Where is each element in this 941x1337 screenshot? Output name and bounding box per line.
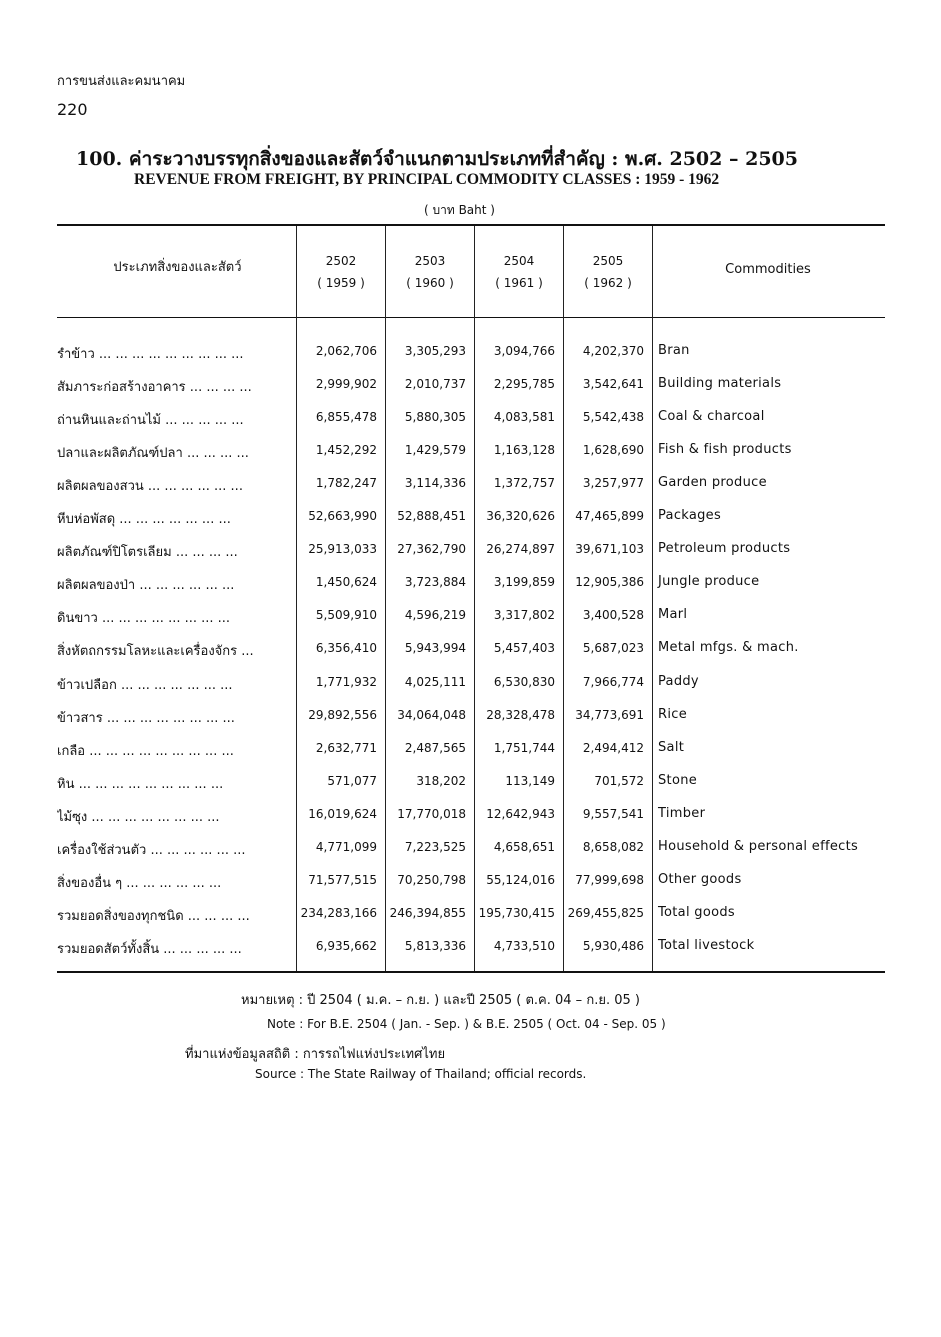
revenue-value: 3,114,336 xyxy=(404,476,466,491)
revenue-value: 8,658,082 xyxy=(582,839,644,854)
revenue-value: 12,642,943 xyxy=(486,806,555,821)
revenue-value: 1,782,247 xyxy=(315,476,377,491)
commodity-thai: ดินขาว ... ... ... ... ... ... ... ... xyxy=(57,611,231,627)
revenue-value: 6,855,478 xyxy=(315,410,377,425)
commodity-thai: ปลาและผลิตภัณฑ์ปลา ... ... ... ... xyxy=(57,446,249,462)
header-year-be: 2505 xyxy=(592,254,624,268)
header-year-ce: ( 1959 ) xyxy=(317,276,365,290)
commodity-english: Building materials xyxy=(658,376,782,392)
revenue-value: 571,077 xyxy=(327,773,377,788)
table-row xyxy=(57,699,885,731)
revenue-value: 318,202 xyxy=(416,773,466,788)
revenue-value: 7,966,774 xyxy=(582,674,644,689)
commodity-thai: ถ่านหินและถ่านไม้ ... ... ... ... ... xyxy=(57,413,244,429)
commodity-english: Garden produce xyxy=(658,475,767,491)
header-year-be: 2504 xyxy=(503,254,535,268)
revenue-value: 5,687,023 xyxy=(582,641,644,656)
table-row xyxy=(57,765,885,797)
revenue-value: 36,320,626 xyxy=(486,509,555,524)
table-row xyxy=(57,632,885,664)
revenue-value: 4,733,510 xyxy=(493,938,555,953)
revenue-value: 195,730,415 xyxy=(478,905,555,920)
header-year-be: 2503 xyxy=(414,254,446,268)
revenue-value: 2,632,771 xyxy=(315,740,377,755)
note-english: Note : For B.E. 2504 ( Jan. - Sep. ) & B.E. 2505 ( Oct. 04 - Sep. 05 ) xyxy=(267,1017,666,1031)
revenue-value: 2,062,706 xyxy=(315,344,377,358)
revenue-value: 4,771,099 xyxy=(315,839,377,854)
table-row xyxy=(57,467,885,499)
table-title-english: REVENUE FROM FREIGHT, BY PRINCIPAL COMMODITY CLASSES : 1959 - 1962 xyxy=(134,171,720,188)
commodity-english: Total livestock xyxy=(658,937,755,953)
commodity-english: Paddy xyxy=(658,673,699,689)
revenue-value: 2,494,412 xyxy=(582,740,644,755)
revenue-value: 701,572 xyxy=(594,773,644,788)
revenue-value: 2,295,785 xyxy=(493,377,555,392)
revenue-value: 77,999,698 xyxy=(575,872,644,887)
commodity-thai: รำข้าว ... ... ... ... ... ... ... ... ... xyxy=(57,347,244,362)
revenue-value: 3,257,977 xyxy=(582,476,644,491)
table-row xyxy=(57,500,885,532)
table-title-thai: 100. ค่าระวางบรรทุกสิ่งของและสัตว์จำแนกตามประเภทที่สำคัญ : พ.ศ. 2502 – 2505 xyxy=(76,148,798,170)
revenue-value: 2,010,737 xyxy=(404,377,466,392)
revenue-value: 1,771,932 xyxy=(315,674,377,689)
header-commodities: Commodities xyxy=(725,262,811,277)
revenue-value: 2,999,902 xyxy=(315,377,377,392)
revenue-value: 1,372,757 xyxy=(493,476,555,491)
revenue-value: 55,124,016 xyxy=(486,872,555,887)
revenue-value: 28,328,478 xyxy=(486,707,555,722)
table-header-rule xyxy=(57,317,885,318)
table-row xyxy=(57,401,885,433)
revenue-value: 5,880,305 xyxy=(404,410,466,425)
table-row xyxy=(57,368,885,400)
commodity-english: Bran xyxy=(658,343,690,358)
table-row xyxy=(57,434,885,466)
revenue-value: 3,094,766 xyxy=(493,344,555,358)
table-row xyxy=(57,732,885,764)
commodity-english: Salt xyxy=(658,739,685,755)
commodity-thai: ผลิตผลของสวน ... ... ... ... ... ... xyxy=(57,479,243,495)
revenue-value: 1,429,579 xyxy=(404,443,466,458)
commodity-thai: สิ่งของอื่น ๆ ... ... ... ... ... ... xyxy=(57,875,222,891)
revenue-value: 16,019,624 xyxy=(308,806,377,821)
revenue-value: 234,283,166 xyxy=(300,905,377,920)
revenue-value: 246,394,855 xyxy=(389,905,466,920)
revenue-value: 4,202,370 xyxy=(582,344,644,358)
revenue-value: 3,400,528 xyxy=(582,608,644,623)
revenue-value: 1,450,624 xyxy=(315,575,377,590)
table-row xyxy=(57,798,885,830)
unit-label: ( บาท Baht ) xyxy=(424,203,495,217)
header-commodity-thai: ประเภทสิ่งของและสัตว์ xyxy=(113,260,242,275)
revenue-value: 5,943,994 xyxy=(404,641,466,656)
commodity-thai: ไม้ซุง ... ... ... ... ... ... ... ... xyxy=(57,809,220,825)
commodity-thai: ข้าวสาร ... ... ... ... ... ... ... ... xyxy=(57,710,235,726)
revenue-value: 52,663,990 xyxy=(308,509,377,524)
revenue-value: 4,658,651 xyxy=(493,839,555,854)
commodity-thai: หิน ... ... ... ... ... ... ... ... ... xyxy=(57,776,224,792)
table-row xyxy=(57,335,885,367)
commodity-thai: สิ่งหัตถกรรมโลหะและเครื่องจักร ... xyxy=(57,644,254,660)
commodity-thai: หีบห่อพัสดุ ... ... ... ... ... ... ... xyxy=(57,512,231,528)
revenue-value: 2,487,565 xyxy=(404,740,466,755)
revenue-value: 47,465,899 xyxy=(575,509,644,524)
table-row xyxy=(57,930,885,962)
revenue-value: 3,305,293 xyxy=(404,344,466,358)
commodity-thai: เกลือ ... ... ... ... ... ... ... ... ... xyxy=(57,743,234,759)
revenue-value: 1,452,292 xyxy=(315,443,377,458)
table-row xyxy=(57,897,885,929)
commodity-thai: สัมภาระก่อสร้างอาคาร ... ... ... ... xyxy=(57,380,252,396)
commodity-english: Coal & charcoal xyxy=(658,409,765,425)
revenue-value: 6,935,662 xyxy=(315,938,377,953)
commodity-thai: รวมยอดสิ่งของทุกชนิด ... ... ... ... xyxy=(57,908,250,924)
revenue-value: 71,577,515 xyxy=(308,872,377,887)
revenue-value: 6,356,410 xyxy=(315,641,377,656)
revenue-value: 52,888,451 xyxy=(397,509,466,524)
commodity-english: Jungle produce xyxy=(658,574,760,590)
revenue-value: 27,362,790 xyxy=(397,542,466,557)
header-year-ce: ( 1962 ) xyxy=(584,276,632,290)
revenue-value: 1,628,690 xyxy=(582,443,644,458)
revenue-value: 4,596,219 xyxy=(404,608,466,623)
revenue-value: 5,813,336 xyxy=(404,938,466,953)
header-year-2504 xyxy=(475,250,563,294)
revenue-value: 1,163,128 xyxy=(493,443,555,458)
commodity-thai: ผลิตผลของป่า ... ... ... ... ... ... xyxy=(57,578,235,594)
header-year-2503 xyxy=(386,250,474,294)
commodity-english: Metal mfgs. & mach. xyxy=(658,640,799,656)
page-number: 220 xyxy=(57,100,88,119)
table-top-rule xyxy=(57,224,885,226)
commodity-english: Stone xyxy=(658,772,698,788)
revenue-value: 29,892,556 xyxy=(308,707,377,722)
section-header: การขนส่งและคมนาคม xyxy=(57,74,186,89)
revenue-value: 17,770,018 xyxy=(397,806,466,821)
revenue-value: 5,542,438 xyxy=(582,410,644,425)
revenue-value: 3,542,641 xyxy=(582,377,644,392)
table-row xyxy=(57,566,885,598)
revenue-value: 7,223,525 xyxy=(404,839,466,854)
commodity-english: Petroleum products xyxy=(658,541,791,557)
revenue-value: 25,913,033 xyxy=(308,542,377,557)
revenue-value: 5,457,403 xyxy=(493,641,555,656)
commodity-english: Rice xyxy=(658,706,687,722)
table-row xyxy=(57,831,885,863)
header-year-2502 xyxy=(297,250,385,294)
source-english: Source : The State Railway of Thailand; official records. xyxy=(255,1067,587,1081)
revenue-value: 4,025,111 xyxy=(404,674,466,689)
table-row xyxy=(57,599,885,631)
commodity-thai: เครื่องใช้ส่วนตัว ... ... ... ... ... ... xyxy=(57,842,246,858)
revenue-value: 1,751,744 xyxy=(493,740,555,755)
commodity-thai: ข้าวเปลือก ... ... ... ... ... ... ... xyxy=(57,677,233,693)
commodity-english: Timber xyxy=(658,805,706,821)
revenue-value: 4,083,581 xyxy=(493,410,555,425)
revenue-value: 70,250,798 xyxy=(397,872,466,887)
table-row xyxy=(57,533,885,565)
table-row xyxy=(57,666,885,698)
commodity-english: Marl xyxy=(658,607,688,623)
revenue-value: 34,773,691 xyxy=(575,707,644,722)
table-row xyxy=(57,864,885,896)
header-year-ce: ( 1961 ) xyxy=(495,276,543,290)
commodity-thai: ผลิตภัณฑ์ปิโตรเลียม ... ... ... ... xyxy=(57,545,238,561)
commodity-english: Packages xyxy=(658,508,722,524)
revenue-value: 26,274,897 xyxy=(486,542,555,557)
header-year-ce: ( 1960 ) xyxy=(406,276,454,290)
revenue-value: 5,509,910 xyxy=(315,608,377,623)
revenue-value: 113,149 xyxy=(505,773,555,788)
revenue-value: 39,671,103 xyxy=(575,542,644,557)
revenue-value: 3,723,884 xyxy=(404,575,466,590)
revenue-value: 6,530,830 xyxy=(493,674,555,689)
note-thai: หมายเหตุ : ปี 2504 ( ม.ค. – ก.ย. ) และปี 2505 ( ต.ค. 04 – ก.ย. 05 ) xyxy=(241,993,640,1008)
header-year-be: 2502 xyxy=(325,254,357,268)
commodity-english: Total goods xyxy=(658,904,735,920)
revenue-value: 3,317,802 xyxy=(493,608,555,623)
commodity-english: Other goods xyxy=(658,871,742,887)
revenue-value: 12,905,386 xyxy=(575,575,644,590)
revenue-value: 5,930,486 xyxy=(582,938,644,953)
table-bottom-rule xyxy=(57,971,885,973)
revenue-value: 34,064,048 xyxy=(397,707,466,722)
commodity-english: Fish & fish products xyxy=(658,442,792,458)
revenue-value: 3,199,859 xyxy=(493,575,555,590)
revenue-value: 269,455,825 xyxy=(567,905,644,920)
revenue-value: 9,557,541 xyxy=(582,806,644,821)
source-thai: ที่มาแห่งข้อมูลสถิติ : การรถไฟแห่งประเทศไทย xyxy=(185,1047,446,1062)
commodity-thai: รวมยอดสัตว์ทั้งสิ้น ... ... ... ... ... xyxy=(57,941,242,957)
commodity-english: Household & personal effects xyxy=(658,838,859,854)
header-year-2505 xyxy=(564,250,652,294)
